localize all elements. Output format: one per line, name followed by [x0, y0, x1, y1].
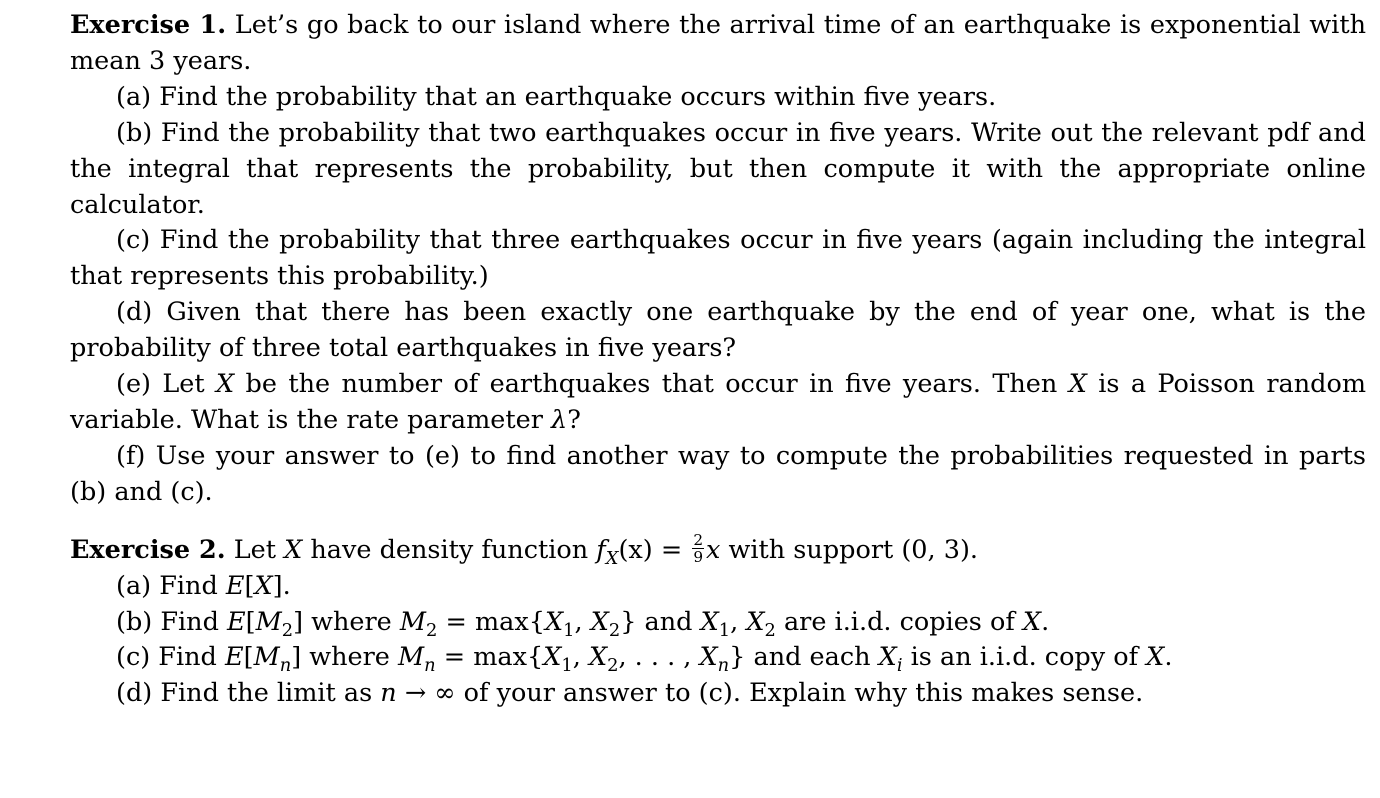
part-e-end: ? [567, 404, 581, 435]
math-variable: M [255, 606, 282, 637]
part-b-text: } and [620, 606, 693, 637]
part-e-suffix: is a Poisson random variable. What is the rate parameter [70, 369, 1367, 435]
bracket: [ [244, 570, 255, 601]
math-variable: M [398, 642, 425, 673]
limit-arrow: → ∞ [404, 678, 456, 709]
subscript: 1 [718, 619, 731, 641]
subscript: n [717, 655, 730, 677]
exercise-1-intro-text: Let’s go back to our island where the arrival time of an earthquake is exponential with mean 3 years. [70, 10, 1366, 76]
math-variable: X [700, 606, 719, 637]
max-expression: = max{ [443, 642, 544, 673]
subscript: 2 [607, 655, 619, 677]
part-c-text: } and each [729, 642, 871, 673]
period: . [1041, 606, 1050, 637]
part-e-prefix: (e) Let [116, 369, 205, 400]
exercise-2-part-c: (c) Find $E[M_n]$ where $M_n = \max\{X_1$, $X_2$, . . . , $X_n$} and each $X_i$ is an i.i.d. copy of X. [116, 642, 1173, 677]
math-variable: X [284, 534, 303, 565]
subscript: 2 [764, 619, 776, 641]
density-subscript: X [605, 547, 619, 569]
subscript: i [896, 655, 903, 677]
part-e-middle: be the number of earthquakes that occur in five years. Then [245, 369, 1058, 400]
math-variable: X [746, 606, 765, 637]
part-b-text: are i.i.d. copies of [783, 606, 1015, 637]
part-c-prefix: (c) Find [116, 642, 217, 673]
exercise-2-part-a [70, 569, 1366, 605]
subscript: 1 [563, 619, 575, 641]
math-variable: E [227, 606, 246, 637]
bracket: ]. [272, 570, 291, 601]
math-variable: X [543, 642, 562, 673]
part-c-text: is an i.i.d. copy of [910, 642, 1139, 673]
period: . [1164, 642, 1173, 673]
exercise-2-part-d [70, 676, 1366, 712]
ex2-intro-prefix: Let [233, 534, 276, 565]
lambda-symbol: λ [551, 404, 568, 435]
math-variable: n [380, 678, 397, 709]
comma: , [730, 606, 739, 637]
ellipsis: , . . . , [618, 642, 692, 673]
part-c-where: ] where [291, 642, 390, 673]
ex2-intro-suffix: with support (0, 3). [728, 534, 979, 565]
math-variable: X [254, 570, 273, 601]
exercise-1-part-a: (a) Find the probability that an earthquake occurs within five years. [116, 81, 997, 112]
comma: , [572, 642, 581, 673]
math-variable: M [253, 642, 280, 673]
math-variable: X [1146, 642, 1165, 673]
exercise-1 [70, 8, 1366, 511]
subscript: n [424, 655, 436, 677]
math-variable: M [399, 606, 427, 637]
fraction-numerator: 2 [693, 530, 704, 549]
math-variable: X [878, 642, 897, 673]
density-argument: (x) = [618, 534, 683, 565]
exercise-1-part-d: (d) Given that there has been exactly one earthquake by the end of year one, what is the probability of three total earthquakes in five years? [70, 297, 1366, 364]
math-variable: E [225, 570, 245, 601]
ex2-intro-middle: have density function [310, 534, 589, 565]
exercise-1-part-e [70, 367, 1366, 439]
math-variable: X [216, 369, 235, 400]
subscript: 1 [561, 655, 573, 677]
density-f: f [596, 534, 606, 565]
part-b-where: ] where [293, 606, 392, 637]
exercise-1-part-f: (f) Use your answer to (e) to find another way to compute the probabilities requested in parts (b) and (c). [70, 440, 1366, 507]
exercise-2 [70, 530, 1366, 713]
math-variable: X [1068, 369, 1087, 400]
math-variable: X [699, 642, 718, 673]
math-variable: E [225, 642, 244, 673]
exercise-2-intro [70, 530, 1366, 569]
exercise-1-part-c: (c) Find the probability that three earthquakes occur in five years (again including the integral that represents this probability.) [70, 225, 1366, 292]
part-d-prefix: (d) Find the limit as [116, 678, 373, 709]
subscript: 2 [426, 619, 438, 641]
subscript: n [279, 655, 292, 677]
max-expression: = max{ [445, 606, 545, 637]
subscript: 2 [281, 619, 294, 641]
math-variable: X [1022, 606, 1042, 637]
exercise-2-title: Exercise 2. [70, 534, 226, 565]
exercise-1-intro [70, 8, 1366, 80]
exercise-1-title: Exercise 1. [70, 10, 227, 40]
math-variable: x [706, 534, 721, 565]
math-variable: X [590, 606, 609, 637]
comma: , [574, 606, 583, 637]
part-d-suffix: of your answer to (c). Explain why this makes sense. [463, 678, 1144, 709]
part-b-prefix: (b) Find [116, 606, 219, 637]
exercise-1-part-b: (b) Find the probability that two earthquakes occur in five years. Write out the relevant pdf and the integral that represents the probability, but then compute it with the appropriate online calculator. [70, 117, 1366, 220]
fraction-denominator: 9 [693, 547, 704, 566]
fraction [692, 532, 704, 565]
subscript: 2 [608, 619, 621, 641]
exercise-2-part-b: (b) Find $E[M_2]$ where $M_2 = \max\{X_1$, $X_2$} and $X_1$, $X_2$ are i.i.d. copies of X. [116, 606, 1050, 641]
math-variable: X [588, 642, 608, 673]
part-a-prefix: (a) Find [116, 570, 218, 601]
document-page [70, 8, 1366, 712]
math-variable: X [544, 606, 564, 637]
